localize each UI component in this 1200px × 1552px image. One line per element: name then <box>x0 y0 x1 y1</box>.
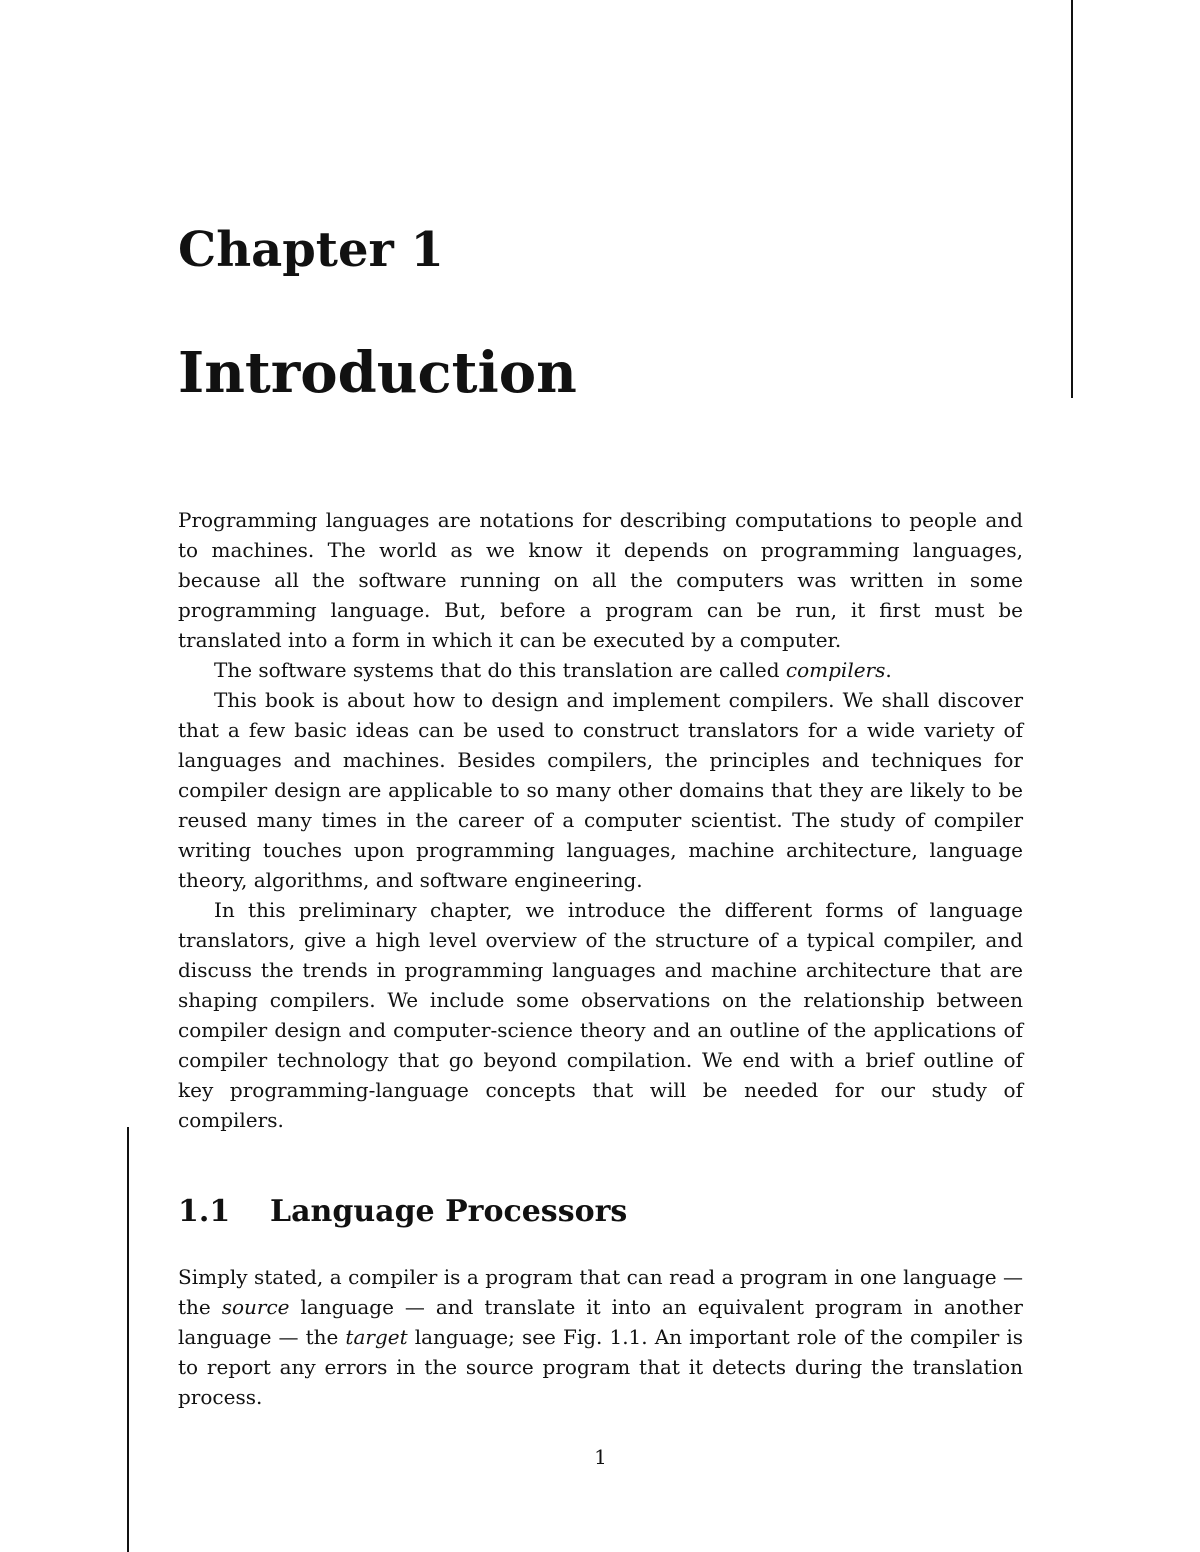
intro-paragraph-2-end: . <box>885 658 892 682</box>
intro-paragraph-1: Programming languages are notations for describing computations to people and to machines. The world as we know it depends on programming languages, because all the software running on all the computers was written in some programming language. But, before a program can be run, it first must be translated into a form in which it can be executed by a computer. <box>178 508 1023 652</box>
intro-text <box>178 505 1023 1135</box>
chapter-title: Introduction <box>178 340 577 406</box>
intro-paragraph-2-text: The software systems that do this translation are called <box>214 658 786 682</box>
section-paragraph-1-part-3: language; see Fig. 1.1. An important role of the compiler is to report any errors in the source program that it detects during the translation process. <box>178 1325 1023 1409</box>
section-heading <box>178 1194 627 1230</box>
target-term: target <box>345 1325 408 1349</box>
section-title: Language Processors <box>270 1194 628 1229</box>
section-body <box>178 1262 1023 1412</box>
section-paragraph-1-part-1: Simply stated, a compiler is a program that can read a program in one language — the <box>178 1265 1023 1319</box>
chapter-label: Chapter 1 <box>178 222 444 278</box>
source-term: source <box>221 1295 290 1319</box>
page-number: 1 <box>594 1445 607 1469</box>
intro-paragraph-2 <box>178 655 1023 685</box>
margin-rule-right <box>1071 0 1073 398</box>
intro-paragraph-3: This book is about how to design and implement compilers. We shall discover that a few basic ideas can be used to construct translators for a wide variety of languages and machines. Besides compilers, the principles and techniques for compiler design are applicable to so many other domains that they are likely to be reused many times in the career of a computer scientist. The study of compiler writing touches upon programming languages, machine architecture, language theory, algorithms, and software engineering. <box>178 688 1023 892</box>
section-paragraph-1-part-2: language — and translate it into an equivalent program in another language — the <box>178 1295 1023 1349</box>
compilers-term: compilers <box>785 658 886 682</box>
margin-rule-left <box>127 1127 129 1552</box>
section-paragraph-1 <box>178 1262 1023 1412</box>
intro-paragraph-4: In this preliminary chapter, we introduce the different forms of language translators, give a high level overview of the structure of a typical compiler, and discuss the trends in programming languages and machine architecture that are shaping compilers. We include some observations on the relationship between compiler design and computer-science theory and an outline of the applications of compiler technology that go beyond compilation. We end with a brief outline of key programming-language concepts that will be needed for our study of compilers. <box>178 898 1023 1132</box>
section-number: 1.1 <box>178 1194 231 1229</box>
